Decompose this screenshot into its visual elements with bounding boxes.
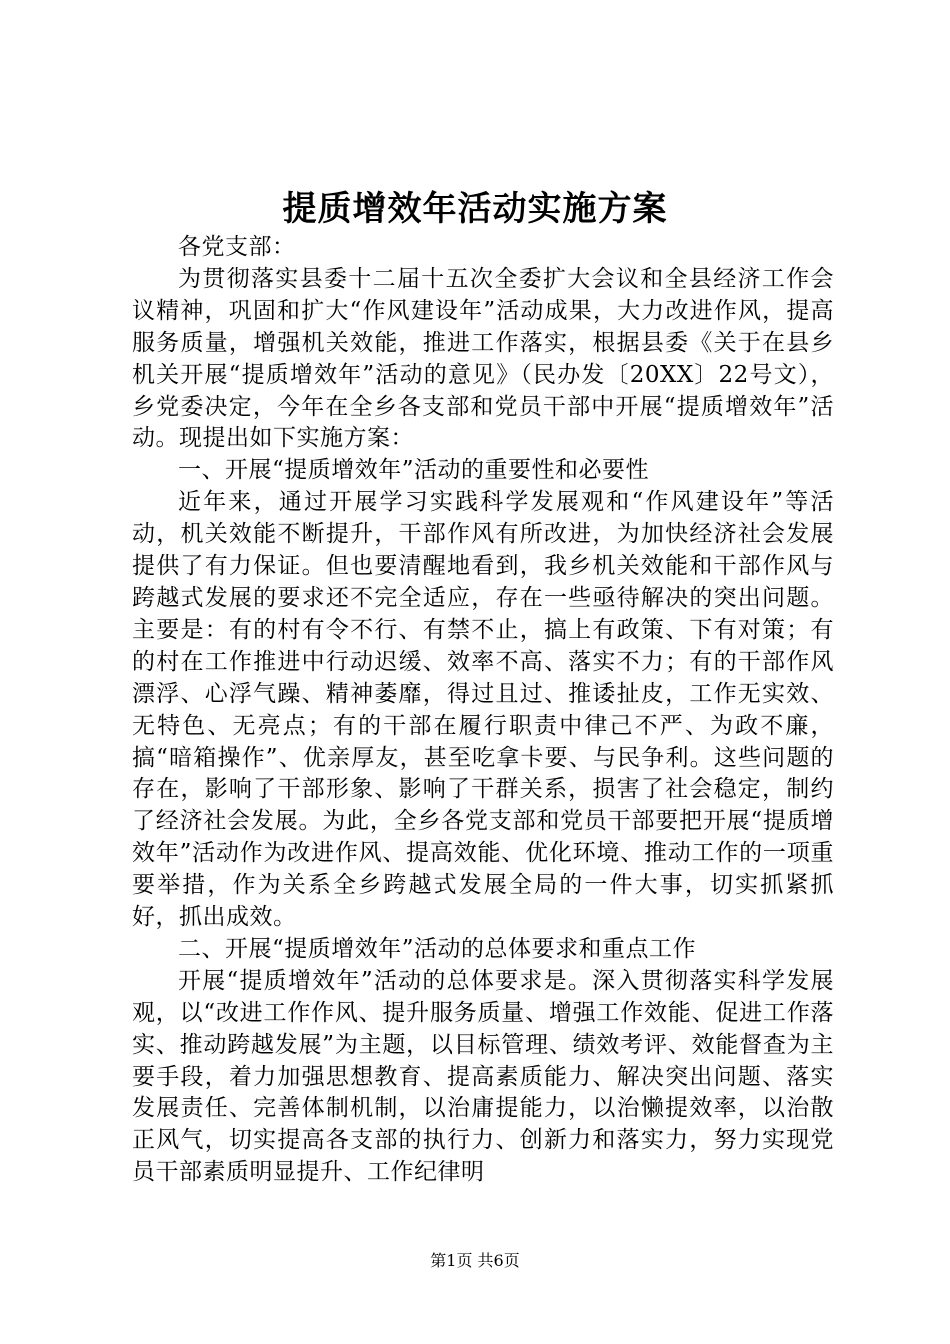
salutation: 各党支部：	[178, 234, 296, 260]
paragraph-section-2: 开展“提质增效年”活动的总体要求是。深入贯彻落实科学发展观，以“改进工作作风、提升服务质量、增强工作效能、促进工作落实、推动跨越发展”为主题，以目标管理、绩效考评、效能督查为主要手段，着力加强思想教育、提高素质能力、解决突出问题、落实发展责任、完善体制机制，以治庸提能力，以治懒提效率，以治散正风气，切实提高各支部的执行力、创新力和落实力，努力实现党员干部素质明显提升、工作纪律明	[132, 967, 834, 1186]
document-body	[132, 232, 834, 1189]
page-footer: 第1页 共6页	[430, 1251, 520, 1270]
section-heading-1: 一、开展“提质增效年”活动的重要性和必要性	[178, 457, 650, 484]
paragraph-intro: 为贯彻落实县委十二届十五次全委扩大会议和全县经济工作会议精神，巩固和扩大“作风建设年”活动成果，大力改进作风，提高服务质量，增强机关效能，推进工作落实，根据县委《关于在县乡机关开展“提质增效年”活动的意见》（民办发〔20XX〕22号文），乡党委决定，今年在全乡各支部和党员干部中开展“提质增效年”活动。现提出如下实施方案：	[132, 265, 834, 452]
section-heading-2: 二、开展“提质增效年”活动的总体要求和重点工作	[178, 935, 697, 962]
paragraph-section-1: 近年来，通过开展学习实践科学发展观和“作风建设年”等活动，机关效能不断提升，干部作风有所改进，为加快经济社会发展提供了有力保证。但也要清醒地看到，我乡机关效能和干部作风与跨越式发展的要求还不完全适应，存在一些亟待解决的突出问题。主要是：有的村有令不行、有禁不止，搞上有政策、下有对策；有的村在工作推进中行动迟缓、效率不高、落实不力；有的干部作风漂浮、心浮气躁、精神萎靡，得过且过、推诿扯皮，工作无实效、无特色、无亮点；有的干部在履行职责中律己不严、为政不廉，搞“暗箱操作”、优亲厚友，甚至吃拿卡要、与民争利。这些问题的存在，影响了干部形象、影响了干群关系，损害了社会稳定，制约了经济社会发展。为此，全乡各党支部和党员干部要把开展“提质增效年”活动作为改进作风、提高效能、优化环境、推动工作的一项重要举措，作为关系全乡跨越式发展全局的一件大事，切实抓紧抓好，抓出成效。	[132, 489, 834, 931]
document-title: 提质增效年活动实施方案	[282, 189, 668, 229]
